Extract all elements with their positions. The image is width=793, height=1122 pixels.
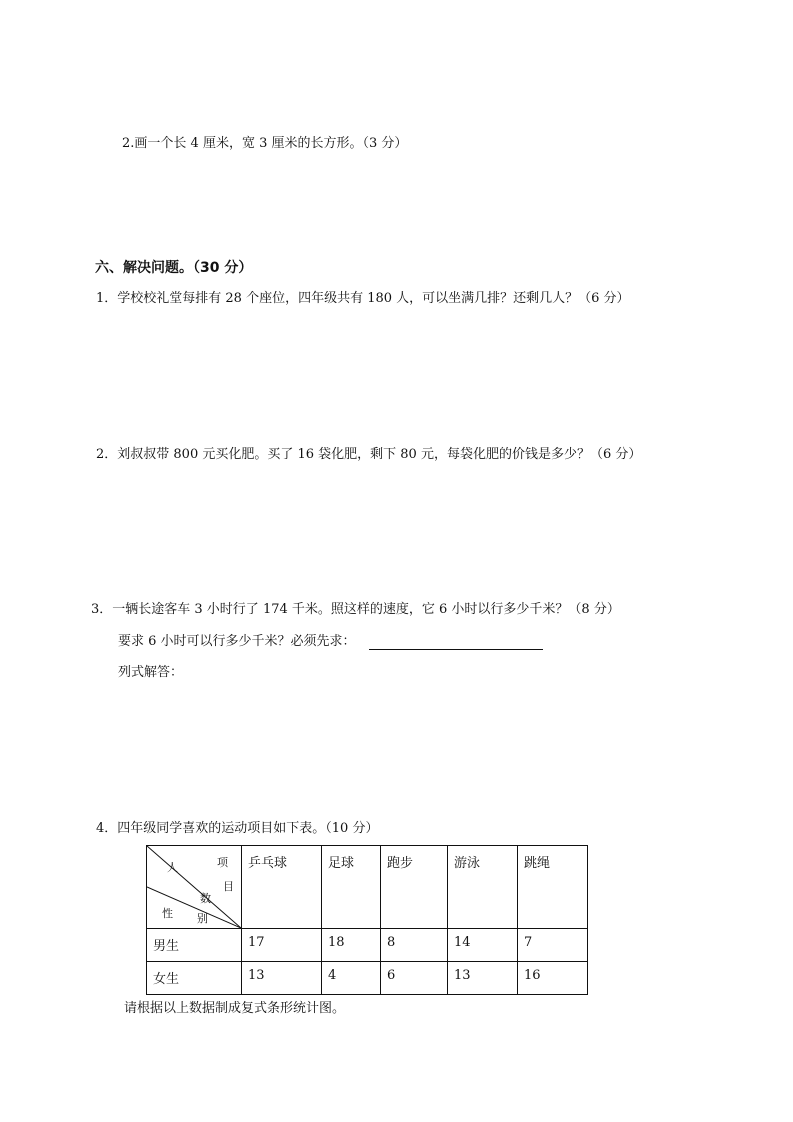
answer-blank[interactable] xyxy=(369,649,543,650)
table-cell: 6 xyxy=(381,962,448,995)
diag-label-bie: 别 xyxy=(197,912,208,925)
column-header: 跑步 xyxy=(381,846,448,929)
diag-label-xing: 性 xyxy=(162,907,173,920)
table-cell: 13 xyxy=(242,962,322,995)
question-6-2: 2．刘叔叔带 800 元买化肥。买了 16 袋化肥，剩下 80 元，每袋化肥的价钱是多少？（6 分） xyxy=(96,447,642,462)
column-header: 游泳 xyxy=(448,846,518,929)
table-cell: 17 xyxy=(242,929,322,962)
diag-label-ren: 人 xyxy=(167,861,178,874)
question-6-3-prompt: 要求 6 小时可以行多少千米？必须先求： xyxy=(118,634,356,649)
table-cell: 8 xyxy=(381,929,448,962)
table-cell: 4 xyxy=(322,962,381,995)
section-6-title: 六、解决问题。（30 分） xyxy=(95,260,253,276)
column-header: 乒乓球 xyxy=(242,846,322,929)
question-5-2: 2.画一个长 4 厘米，宽 3 厘米的长方形。（3 分） xyxy=(122,136,408,151)
table-cell: 7 xyxy=(518,929,588,962)
table-cell: 18 xyxy=(322,929,381,962)
column-header: 跳绳 xyxy=(518,846,588,929)
table-cell: 16 xyxy=(518,962,588,995)
question-6-3-answer-label: 列式解答： xyxy=(118,665,184,680)
row-label: 男生 xyxy=(147,929,242,962)
diag-label-xiang: 项 xyxy=(217,856,228,869)
table-row xyxy=(147,929,588,962)
question-6-4-instruction: 请根据以上数据制成复式条形统计图。 xyxy=(124,1001,346,1016)
row-label: 女生 xyxy=(147,962,242,995)
diagonal-header-cell xyxy=(147,846,242,929)
diag-label-shu: 数 xyxy=(200,892,211,905)
table-cell: 14 xyxy=(448,929,518,962)
table-cell: 13 xyxy=(448,962,518,995)
diag-label-mu: 目 xyxy=(223,880,234,893)
table-row xyxy=(147,962,588,995)
question-6-3: 3．一辆长途客车 3 小时行了 174 千米。照这样的速度，它 6 小时以行多少千米？（8 分） xyxy=(91,602,620,617)
sports-table xyxy=(146,845,588,995)
question-6-1: 1．学校校礼堂每排有 28 个座位，四年级共有 180 人，可以坐满几排？还剩几人？（6 分） xyxy=(96,291,630,306)
question-6-4: 4．四年级同学喜欢的运动项目如下表。（10 分） xyxy=(96,821,379,836)
column-header: 足球 xyxy=(322,846,381,929)
table-header-row xyxy=(147,846,588,929)
